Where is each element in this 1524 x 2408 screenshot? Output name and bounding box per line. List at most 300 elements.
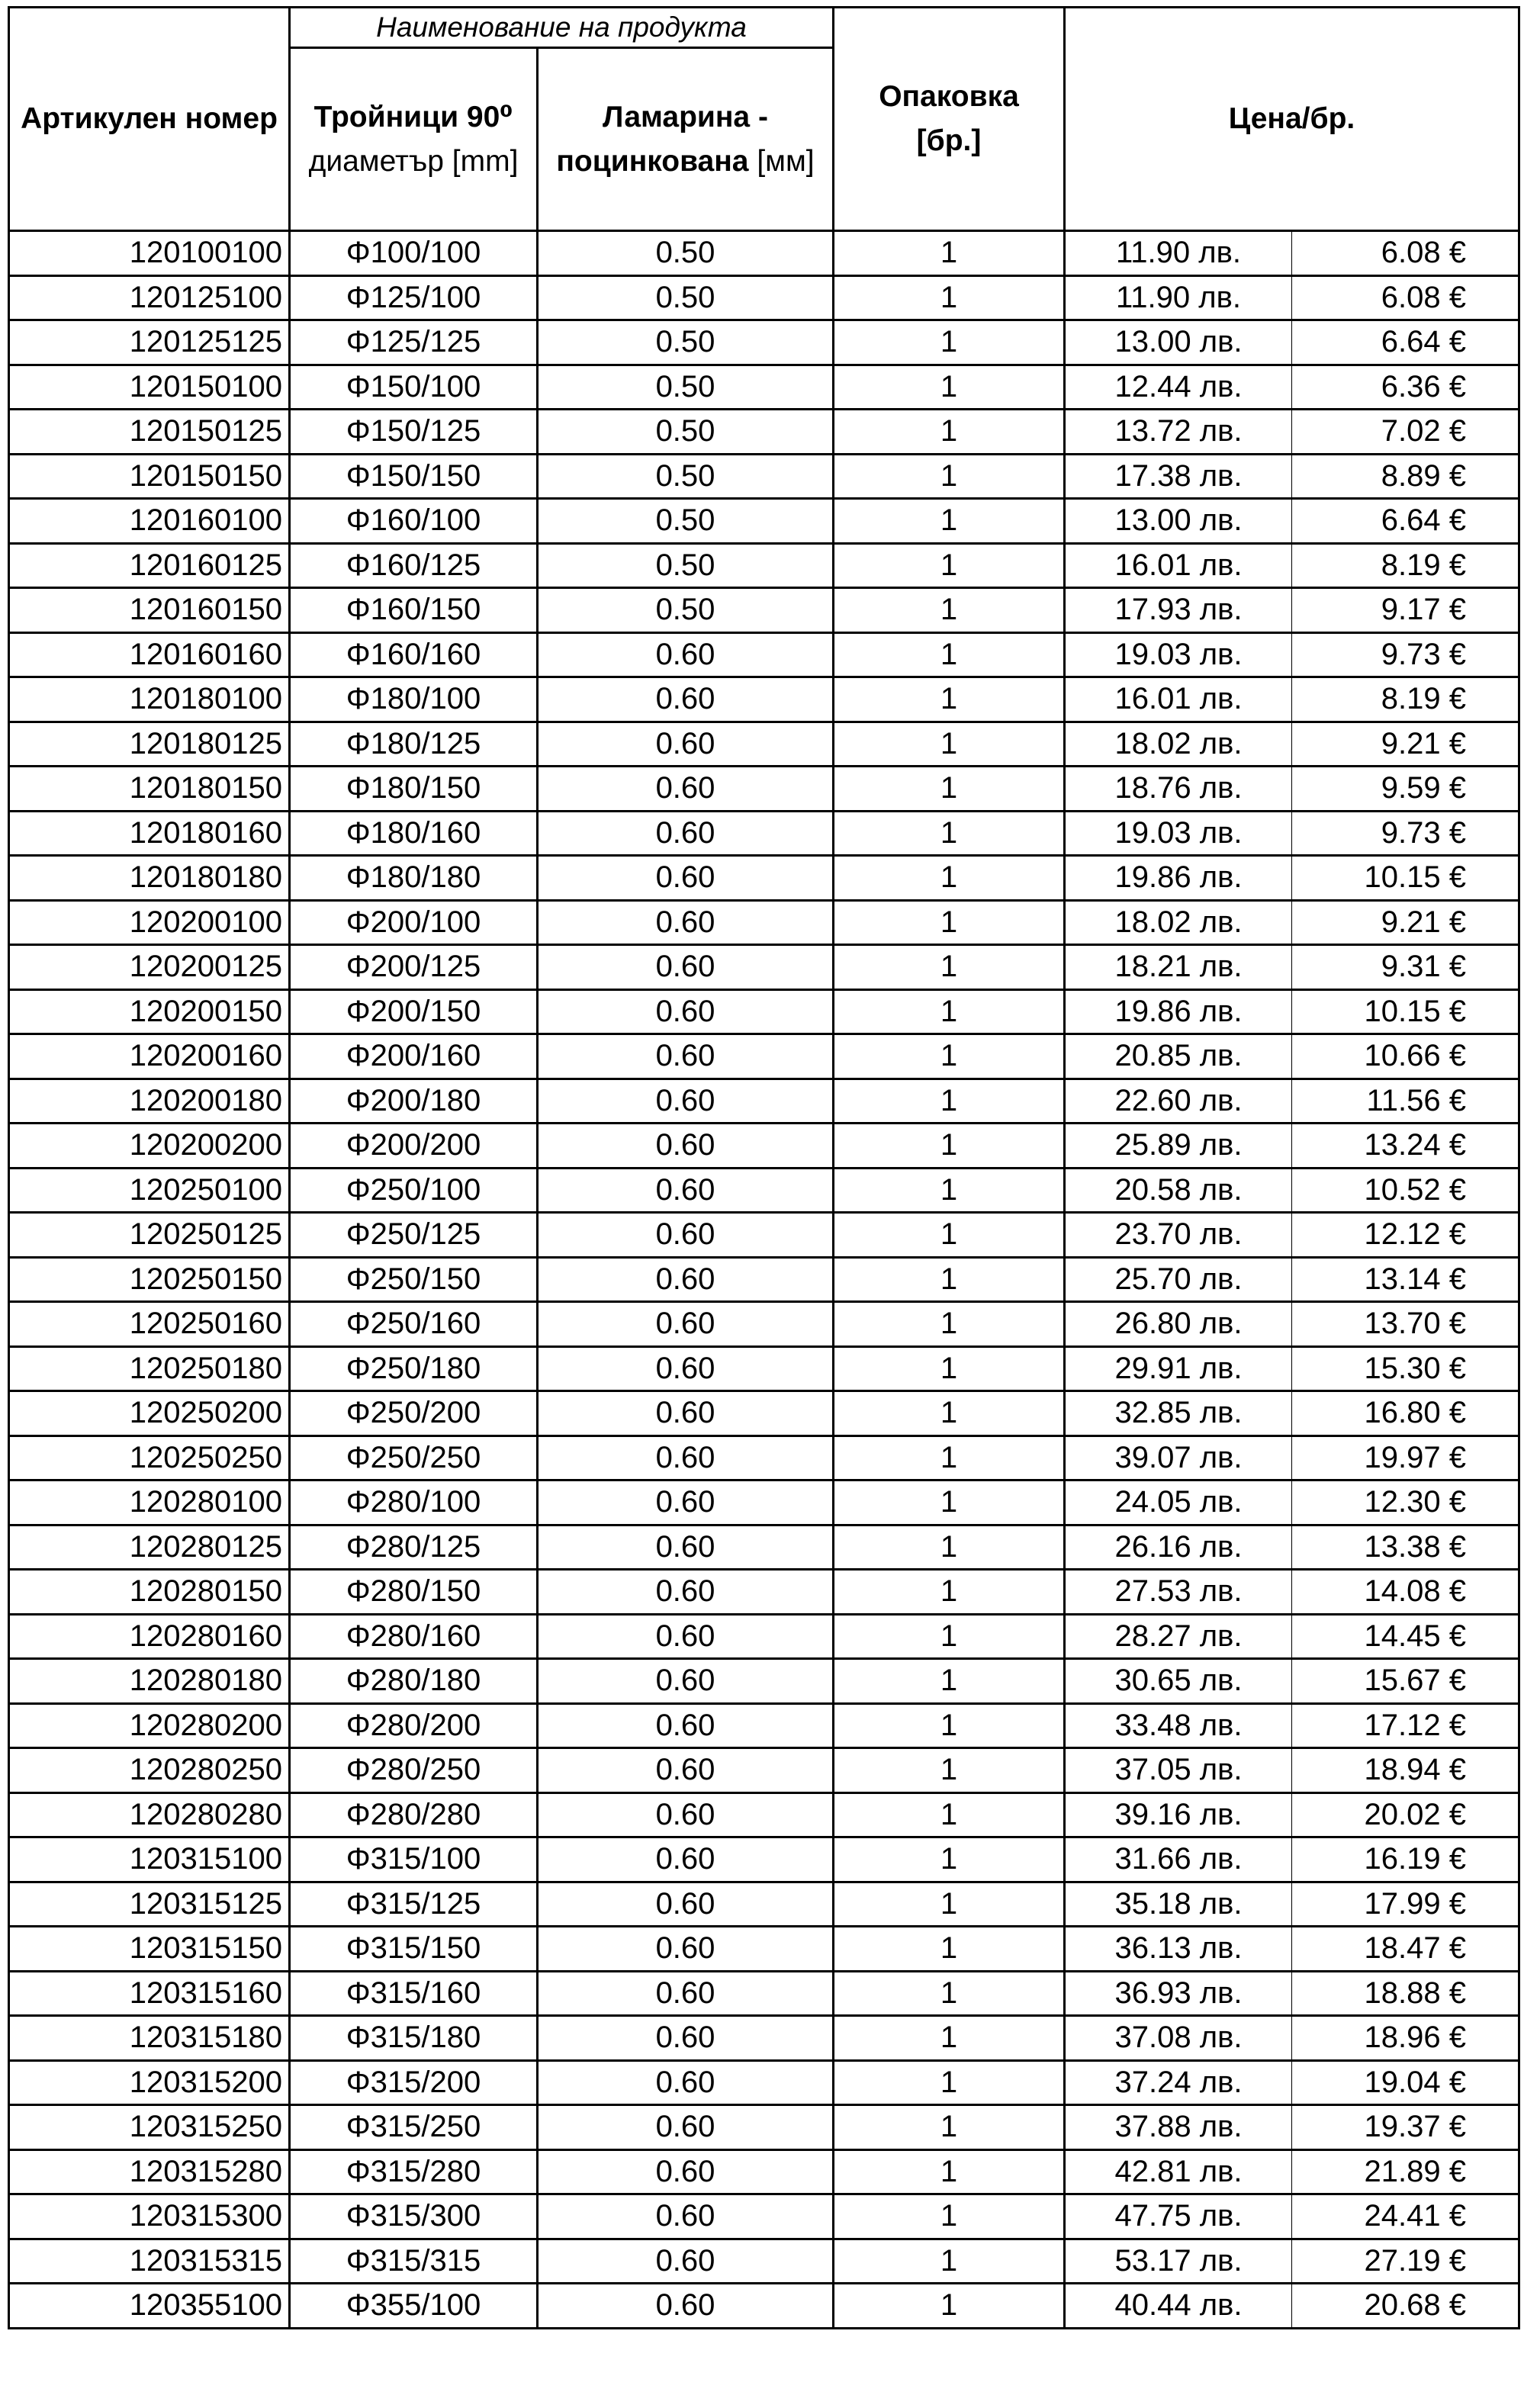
packaging-cell: 1 [834, 767, 1065, 812]
price-eur-cell: 21.89 € [1292, 2149, 1519, 2194]
packaging-cell: 1 [834, 1302, 1065, 1347]
article-number-cell: 120160125 [9, 543, 290, 588]
price-bgn-cell: 18.02 лв. [1065, 722, 1292, 767]
price-bgn-cell: 19.03 лв. [1065, 811, 1292, 856]
table-row [9, 900, 1519, 945]
price-bgn-cell: 40.44 лв. [1065, 2284, 1292, 2329]
table-header [9, 8, 1519, 231]
price-eur-cell: 9.31 € [1292, 945, 1519, 990]
product-name-cell: Φ250/180 [290, 1346, 538, 1391]
thickness-cell: 0.50 [538, 588, 834, 633]
thickness-cell: 0.60 [538, 1346, 834, 1391]
price-eur-cell: 20.02 € [1292, 1792, 1519, 1837]
product-name-cell: Φ315/300 [290, 2194, 538, 2239]
price-eur-cell: 8.19 € [1292, 677, 1519, 722]
price-eur-cell: 17.99 € [1292, 1882, 1519, 1927]
article-number-cell: 120250100 [9, 1168, 290, 1213]
price-bgn-cell: 53.17 лв. [1065, 2239, 1292, 2284]
thickness-cell: 0.60 [538, 1837, 834, 1882]
table-row [9, 1346, 1519, 1391]
packaging-cell: 1 [834, 811, 1065, 856]
price-bgn-cell: 30.65 лв. [1065, 1659, 1292, 1704]
price-bgn-cell: 11.90 лв. [1065, 275, 1292, 320]
table-row [9, 1168, 1519, 1213]
product-name-cell: Φ315/200 [290, 2060, 538, 2105]
table-row [9, 1302, 1519, 1347]
article-number-cell: 120250180 [9, 1346, 290, 1391]
table-row [9, 2149, 1519, 2194]
table-row [9, 499, 1519, 544]
table-row [9, 1570, 1519, 1615]
packaging-cell: 1 [834, 1927, 1065, 1972]
price-bgn-cell: 24.05 лв. [1065, 1480, 1292, 1525]
thickness-cell: 0.60 [538, 1971, 834, 2016]
thickness-cell: 0.60 [538, 722, 834, 767]
packaging-cell: 1 [834, 2016, 1065, 2061]
article-number-cell: 120315150 [9, 1927, 290, 1972]
product-name-cell: Φ180/125 [290, 722, 538, 767]
article-number-cell: 120280180 [9, 1659, 290, 1704]
article-number-cell: 120200180 [9, 1079, 290, 1124]
price-eur-cell: 10.66 € [1292, 1034, 1519, 1079]
article-number-cell: 120100100 [9, 231, 290, 276]
price-bgn-cell: 18.21 лв. [1065, 945, 1292, 990]
price-bgn-cell: 13.00 лв. [1065, 499, 1292, 544]
thickness-cell: 0.60 [538, 945, 834, 990]
table-row [9, 677, 1519, 722]
article-number-cell: 120200125 [9, 945, 290, 990]
thickness-cell: 0.60 [538, 900, 834, 945]
table-row [9, 2194, 1519, 2239]
price-bgn-cell: 20.85 лв. [1065, 1034, 1292, 1079]
packaging-cell: 1 [834, 231, 1065, 276]
price-eur-cell: 11.56 € [1292, 1079, 1519, 1124]
article-number-cell: 120180125 [9, 722, 290, 767]
price-eur-cell: 12.30 € [1292, 1480, 1519, 1525]
price-eur-cell: 19.97 € [1292, 1435, 1519, 1480]
price-bgn-cell: 36.93 лв. [1065, 1971, 1292, 2016]
price-eur-cell: 18.47 € [1292, 1927, 1519, 1972]
packaging-cell: 1 [834, 1480, 1065, 1525]
header-sheet-sub-unit: [мм] [748, 144, 815, 178]
packaging-cell: 1 [834, 1124, 1065, 1169]
packaging-cell: 1 [834, 1079, 1065, 1124]
thickness-cell: 0.60 [538, 632, 834, 677]
price-eur-cell: 19.37 € [1292, 2105, 1519, 2150]
packaging-cell: 1 [834, 2284, 1065, 2329]
article-number-cell: 120315300 [9, 2194, 290, 2239]
product-name-cell: Φ160/160 [290, 632, 538, 677]
price-eur-cell: 20.68 € [1292, 2284, 1519, 2329]
product-name-cell: Φ280/150 [290, 1570, 538, 1615]
table-row [9, 231, 1519, 276]
product-name-cell: Φ180/150 [290, 767, 538, 812]
packaging-cell: 1 [834, 1570, 1065, 1615]
table-row [9, 722, 1519, 767]
price-bgn-cell: 19.86 лв. [1065, 856, 1292, 901]
packaging-cell: 1 [834, 1391, 1065, 1436]
thickness-cell: 0.60 [538, 1034, 834, 1079]
product-name-cell: Φ315/125 [290, 1882, 538, 1927]
article-number-cell: 120250160 [9, 1302, 290, 1347]
price-bgn-cell: 23.70 лв. [1065, 1213, 1292, 1258]
thickness-cell: 0.60 [538, 1480, 834, 1525]
thickness-cell: 0.60 [538, 1525, 834, 1570]
article-number-cell: 120315180 [9, 2016, 290, 2061]
product-name-cell: Φ315/160 [290, 1971, 538, 2016]
packaging-cell: 1 [834, 1614, 1065, 1659]
thickness-cell: 0.60 [538, 2239, 834, 2284]
table-row [9, 1614, 1519, 1659]
packaging-cell: 1 [834, 499, 1065, 544]
article-number-cell: 120250150 [9, 1257, 290, 1302]
product-name-cell: Φ125/100 [290, 275, 538, 320]
table-row [9, 454, 1519, 499]
product-name-cell: Φ150/150 [290, 454, 538, 499]
thickness-cell: 0.60 [538, 1213, 834, 1258]
article-number-cell: 120280160 [9, 1614, 290, 1659]
product-name-cell: Φ280/180 [290, 1659, 538, 1704]
product-name-cell: Φ200/180 [290, 1079, 538, 1124]
packaging-cell: 1 [834, 588, 1065, 633]
header-packaging-line1: Опаковка [879, 80, 1019, 113]
thickness-cell: 0.60 [538, 1079, 834, 1124]
packaging-cell: 1 [834, 900, 1065, 945]
thickness-cell: 0.60 [538, 767, 834, 812]
packaging-cell: 1 [834, 1837, 1065, 1882]
table-row [9, 989, 1519, 1034]
packaging-cell: 1 [834, 1525, 1065, 1570]
product-name-cell: Φ200/150 [290, 989, 538, 1034]
header-sheet-title: Ламарина - [603, 100, 768, 133]
table-body [9, 231, 1519, 2329]
price-eur-cell: 14.08 € [1292, 1570, 1519, 1615]
table-row [9, 1079, 1519, 1124]
price-eur-cell: 9.59 € [1292, 767, 1519, 812]
thickness-cell: 0.60 [538, 1659, 834, 1704]
table-row [9, 410, 1519, 455]
article-number-cell: 120160100 [9, 499, 290, 544]
price-bgn-cell: 19.03 лв. [1065, 632, 1292, 677]
price-eur-cell: 13.70 € [1292, 1302, 1519, 1347]
price-bgn-cell: 18.02 лв. [1065, 900, 1292, 945]
packaging-cell: 1 [834, 722, 1065, 767]
price-bgn-cell: 26.80 лв. [1065, 1302, 1292, 1347]
thickness-cell: 0.60 [538, 677, 834, 722]
table-row [9, 1257, 1519, 1302]
price-bgn-cell: 18.76 лв. [1065, 767, 1292, 812]
article-number-cell: 120250200 [9, 1391, 290, 1436]
price-bgn-cell: 19.86 лв. [1065, 989, 1292, 1034]
table-row [9, 1525, 1519, 1570]
price-bgn-cell: 37.24 лв. [1065, 2060, 1292, 2105]
price-bgn-cell: 13.72 лв. [1065, 410, 1292, 455]
thickness-cell: 0.60 [538, 1168, 834, 1213]
table-row [9, 1927, 1519, 1972]
packaging-cell: 1 [834, 2105, 1065, 2150]
table-row [9, 1391, 1519, 1436]
packaging-cell: 1 [834, 2149, 1065, 2194]
header-tee-sub: диаметър [mm] [308, 144, 519, 178]
product-name-cell: Φ280/280 [290, 1792, 538, 1837]
packaging-cell: 1 [834, 2239, 1065, 2284]
table-row [9, 945, 1519, 990]
price-eur-cell: 10.52 € [1292, 1168, 1519, 1213]
packaging-cell: 1 [834, 1882, 1065, 1927]
table-row [9, 365, 1519, 410]
thickness-cell: 0.50 [538, 499, 834, 544]
product-name-cell: Φ250/100 [290, 1168, 538, 1213]
thickness-cell: 0.60 [538, 1570, 834, 1615]
header-article-number: Артикулен номер [9, 8, 290, 231]
product-name-cell: Φ315/100 [290, 1837, 538, 1882]
article-number-cell: 120125100 [9, 275, 290, 320]
header-packaging [834, 8, 1065, 231]
thickness-cell: 0.60 [538, 1302, 834, 1347]
price-bgn-cell: 37.88 лв. [1065, 2105, 1292, 2150]
product-name-cell: Φ200/125 [290, 945, 538, 990]
price-bgn-cell: 16.01 лв. [1065, 677, 1292, 722]
thickness-cell: 0.60 [538, 989, 834, 1034]
table-row [9, 856, 1519, 901]
price-bgn-cell: 29.91 лв. [1065, 1346, 1292, 1391]
price-eur-cell: 6.64 € [1292, 320, 1519, 365]
thickness-cell: 0.60 [538, 1391, 834, 1436]
price-bgn-cell: 22.60 лв. [1065, 1079, 1292, 1124]
article-number-cell: 120125125 [9, 320, 290, 365]
price-bgn-cell: 25.70 лв. [1065, 1257, 1292, 1302]
thickness-cell: 0.50 [538, 275, 834, 320]
article-number-cell: 120180180 [9, 856, 290, 901]
header-sheet-sub [539, 140, 832, 184]
table-row [9, 588, 1519, 633]
price-bgn-cell: 37.05 лв. [1065, 1748, 1292, 1793]
article-number-cell: 120180160 [9, 811, 290, 856]
article-number-cell: 120150150 [9, 454, 290, 499]
table-row [9, 2105, 1519, 2150]
product-name-cell: Φ100/100 [290, 231, 538, 276]
product-name-cell: Φ150/100 [290, 365, 538, 410]
thickness-cell: 0.50 [538, 231, 834, 276]
article-number-cell: 120315250 [9, 2105, 290, 2150]
article-number-cell: 120315315 [9, 2239, 290, 2284]
thickness-cell: 0.60 [538, 1748, 834, 1793]
product-name-cell: Φ150/125 [290, 410, 538, 455]
table-row [9, 1748, 1519, 1793]
thickness-cell: 0.60 [538, 811, 834, 856]
product-name-cell: Φ160/125 [290, 543, 538, 588]
product-name-cell: Φ250/200 [290, 1391, 538, 1436]
product-name-cell: Φ280/125 [290, 1525, 538, 1570]
table-row [9, 1792, 1519, 1837]
table-row [9, 2060, 1519, 2105]
header-packaging-line2: [бр.] [916, 124, 982, 157]
thickness-cell: 0.60 [538, 1124, 834, 1169]
product-name-cell: Φ315/250 [290, 2105, 538, 2150]
price-bgn-cell: 26.16 лв. [1065, 1525, 1292, 1570]
price-bgn-cell: 11.90 лв. [1065, 231, 1292, 276]
article-number-cell: 120315200 [9, 2060, 290, 2105]
packaging-cell: 1 [834, 1034, 1065, 1079]
price-eur-cell: 8.89 € [1292, 454, 1519, 499]
packaging-cell: 1 [834, 1257, 1065, 1302]
price-eur-cell: 18.94 € [1292, 1748, 1519, 1793]
price-eur-cell: 16.80 € [1292, 1391, 1519, 1436]
thickness-cell: 0.60 [538, 2284, 834, 2329]
product-name-cell: Φ250/125 [290, 1213, 538, 1258]
packaging-cell: 1 [834, 945, 1065, 990]
table-row [9, 1124, 1519, 1169]
price-eur-cell: 12.12 € [1292, 1213, 1519, 1258]
table-row [9, 543, 1519, 588]
thickness-cell: 0.60 [538, 1882, 834, 1927]
packaging-cell: 1 [834, 275, 1065, 320]
price-eur-cell: 13.38 € [1292, 1525, 1519, 1570]
price-table [8, 6, 1520, 2329]
table-row [9, 320, 1519, 365]
packaging-cell: 1 [834, 1748, 1065, 1793]
packaging-cell: 1 [834, 1435, 1065, 1480]
price-eur-cell: 6.08 € [1292, 231, 1519, 276]
price-bgn-cell: 25.89 лв. [1065, 1124, 1292, 1169]
packaging-cell: 1 [834, 1792, 1065, 1837]
thickness-cell: 0.60 [538, 856, 834, 901]
thickness-cell: 0.60 [538, 1435, 834, 1480]
price-bgn-cell: 31.66 лв. [1065, 1837, 1292, 1882]
article-number-cell: 120250125 [9, 1213, 290, 1258]
product-name-cell: Φ280/200 [290, 1703, 538, 1748]
table-row [9, 2016, 1519, 2061]
price-bgn-cell: 28.27 лв. [1065, 1614, 1292, 1659]
price-bgn-cell: 35.18 лв. [1065, 1882, 1292, 1927]
price-bgn-cell: 36.13 лв. [1065, 1927, 1292, 1972]
article-number-cell: 120280200 [9, 1703, 290, 1748]
thickness-cell: 0.60 [538, 2149, 834, 2194]
price-eur-cell: 10.15 € [1292, 856, 1519, 901]
table-row [9, 1882, 1519, 1927]
price-bgn-cell: 16.01 лв. [1065, 543, 1292, 588]
thickness-cell: 0.60 [538, 2016, 834, 2061]
price-eur-cell: 8.19 € [1292, 543, 1519, 588]
price-eur-cell: 10.15 € [1292, 989, 1519, 1034]
packaging-cell: 1 [834, 989, 1065, 1034]
article-number-cell: 120315100 [9, 1837, 290, 1882]
price-bgn-cell: 37.08 лв. [1065, 2016, 1292, 2061]
thickness-cell: 0.60 [538, 2105, 834, 2150]
thickness-cell: 0.50 [538, 365, 834, 410]
price-eur-cell: 9.21 € [1292, 722, 1519, 767]
product-name-cell: Φ180/180 [290, 856, 538, 901]
article-number-cell: 120150100 [9, 365, 290, 410]
article-number-cell: 120280250 [9, 1748, 290, 1793]
packaging-cell: 1 [834, 454, 1065, 499]
article-number-cell: 120160150 [9, 588, 290, 633]
price-eur-cell: 16.19 € [1292, 1837, 1519, 1882]
article-number-cell: 120200160 [9, 1034, 290, 1079]
packaging-cell: 1 [834, 856, 1065, 901]
packaging-cell: 1 [834, 1971, 1065, 2016]
table-row [9, 767, 1519, 812]
table-row [9, 1837, 1519, 1882]
product-name-cell: Φ250/150 [290, 1257, 538, 1302]
packaging-cell: 1 [834, 1213, 1065, 1258]
product-name-cell: Φ315/315 [290, 2239, 538, 2284]
table-row [9, 275, 1519, 320]
table-row [9, 1659, 1519, 1704]
table-row [9, 1435, 1519, 1480]
table-row [9, 1213, 1519, 1258]
header-price: Цена/бр. [1065, 8, 1519, 231]
packaging-cell: 1 [834, 410, 1065, 455]
thickness-cell: 0.50 [538, 543, 834, 588]
price-eur-cell: 15.30 € [1292, 1346, 1519, 1391]
price-bgn-cell: 32.85 лв. [1065, 1391, 1292, 1436]
price-bgn-cell: 33.48 лв. [1065, 1703, 1292, 1748]
product-name-cell: Φ315/180 [290, 2016, 538, 2061]
table-row [9, 2284, 1519, 2329]
thickness-cell: 0.60 [538, 1927, 834, 1972]
packaging-cell: 1 [834, 1346, 1065, 1391]
article-number-cell: 120200150 [9, 989, 290, 1034]
thickness-cell: 0.60 [538, 1257, 834, 1302]
article-number-cell: 120355100 [9, 2284, 290, 2329]
product-name-cell: Φ200/160 [290, 1034, 538, 1079]
header-sheet-sub-bold: поцинкована [556, 144, 749, 178]
table-row [9, 1971, 1519, 2016]
header-tee-diameter [290, 48, 538, 231]
price-eur-cell: 13.14 € [1292, 1257, 1519, 1302]
product-name-cell: Φ315/280 [290, 2149, 538, 2194]
table-row [9, 1034, 1519, 1079]
price-bgn-cell: 47.75 лв. [1065, 2194, 1292, 2239]
thickness-cell: 0.60 [538, 2060, 834, 2105]
article-number-cell: 120315160 [9, 1971, 290, 2016]
product-name-cell: Φ180/100 [290, 677, 538, 722]
price-eur-cell: 19.04 € [1292, 2060, 1519, 2105]
article-number-cell: 120150125 [9, 410, 290, 455]
packaging-cell: 1 [834, 320, 1065, 365]
article-number-cell: 120160160 [9, 632, 290, 677]
price-eur-cell: 15.67 € [1292, 1659, 1519, 1704]
thickness-cell: 0.50 [538, 410, 834, 455]
product-name-cell: Φ355/100 [290, 2284, 538, 2329]
price-eur-cell: 14.45 € [1292, 1614, 1519, 1659]
packaging-cell: 1 [834, 677, 1065, 722]
packaging-cell: 1 [834, 632, 1065, 677]
price-eur-cell: 9.21 € [1292, 900, 1519, 945]
price-eur-cell: 17.12 € [1292, 1703, 1519, 1748]
price-bgn-cell: 27.53 лв. [1065, 1570, 1292, 1615]
price-eur-cell: 6.36 € [1292, 365, 1519, 410]
price-eur-cell: 27.19 € [1292, 2239, 1519, 2284]
article-number-cell: 120180100 [9, 677, 290, 722]
article-number-cell: 120280150 [9, 1570, 290, 1615]
price-eur-cell: 9.73 € [1292, 811, 1519, 856]
thickness-cell: 0.50 [538, 320, 834, 365]
article-number-cell: 120180150 [9, 767, 290, 812]
header-product-group: Наименование на продукта [290, 8, 834, 48]
price-eur-cell: 9.17 € [1292, 588, 1519, 633]
thickness-cell: 0.60 [538, 2194, 834, 2239]
price-bgn-cell: 17.93 лв. [1065, 588, 1292, 633]
product-name-cell: Φ200/100 [290, 900, 538, 945]
price-eur-cell: 24.41 € [1292, 2194, 1519, 2239]
price-eur-cell: 18.96 € [1292, 2016, 1519, 2061]
packaging-cell: 1 [834, 2060, 1065, 2105]
price-bgn-cell: 39.16 лв. [1065, 1792, 1292, 1837]
price-bgn-cell: 13.00 лв. [1065, 320, 1292, 365]
article-number-cell: 120315280 [9, 2149, 290, 2194]
